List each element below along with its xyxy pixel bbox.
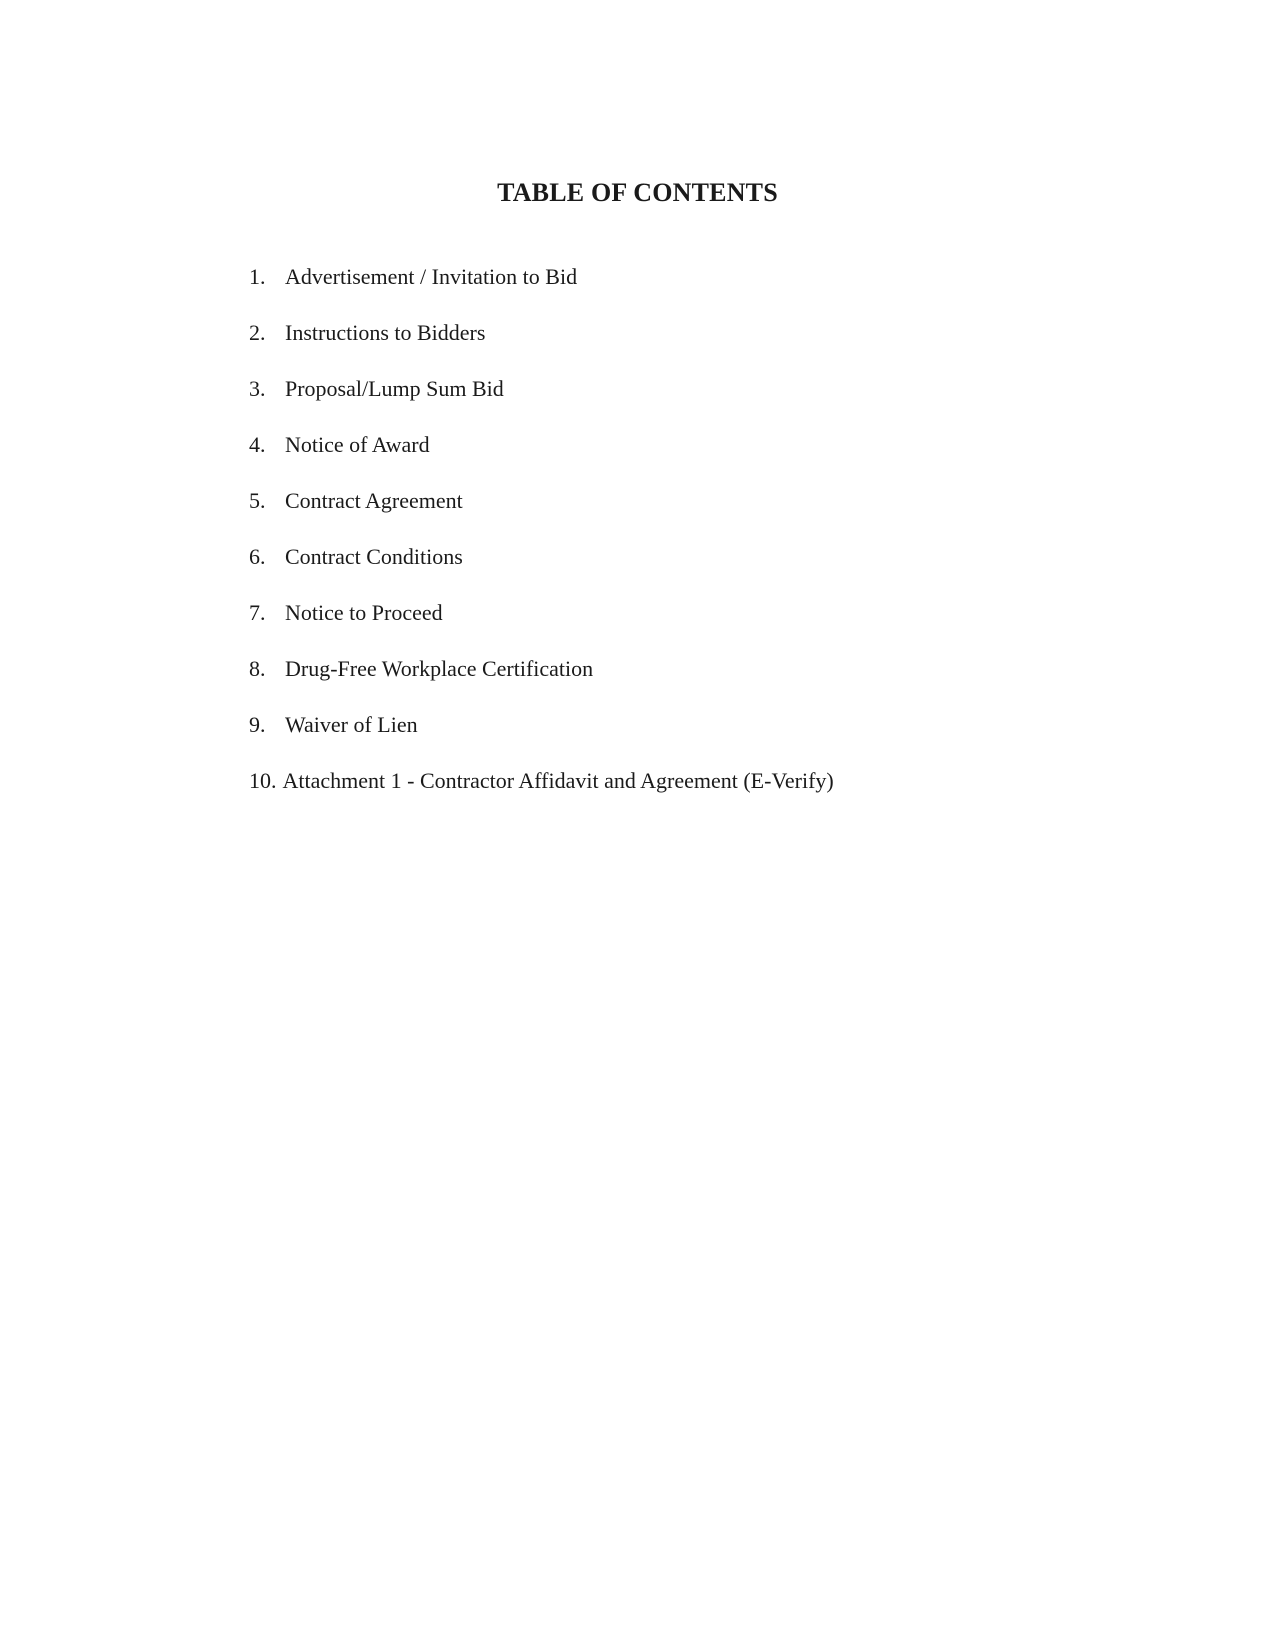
toc-item-text: Instructions to Bidders: [285, 320, 486, 345]
toc-item: [249, 318, 834, 374]
toc-item: [249, 262, 834, 318]
toc-item-number: 4.: [249, 432, 266, 457]
page-title: TABLE OF CONTENTS: [497, 178, 778, 207]
toc-item-text: Advertisement / Invitation to Bid: [285, 264, 578, 289]
toc-item-number: 2.: [249, 320, 266, 345]
toc-item-text: Contract Agreement: [285, 488, 463, 513]
toc-item-text: Drug-Free Workplace Certification: [285, 656, 594, 681]
toc-item-number: 9.: [249, 712, 266, 737]
toc-item-number: 7.: [249, 600, 266, 625]
toc-list: [249, 262, 834, 822]
toc-item: [249, 486, 834, 542]
toc-item: [249, 542, 834, 598]
toc-item-text: Waiver of Lien: [285, 712, 418, 737]
toc-item-number: 3.: [249, 376, 266, 401]
toc-item-text: Proposal/Lump Sum Bid: [285, 376, 504, 401]
toc-item-number: 8.: [249, 656, 266, 681]
toc-item-number: 10.: [249, 768, 277, 793]
toc-item-number: 6.: [249, 544, 266, 569]
toc-item: [249, 374, 834, 430]
toc-item: [249, 430, 834, 486]
toc-item-text: Notice to Proceed: [285, 600, 443, 625]
toc-item-number: 1.: [249, 264, 266, 289]
toc-item: [249, 598, 834, 654]
toc-item: [249, 654, 834, 710]
toc-item-text: Attachment 1 - Contractor Affidavit and Agreement (E-Verify): [282, 768, 834, 793]
toc-item-text: Contract Conditions: [285, 544, 463, 569]
toc-item-text: Notice of Award: [285, 432, 430, 457]
toc-item: [249, 710, 834, 766]
toc-item: [249, 766, 834, 822]
toc-item-number: 5.: [249, 488, 266, 513]
